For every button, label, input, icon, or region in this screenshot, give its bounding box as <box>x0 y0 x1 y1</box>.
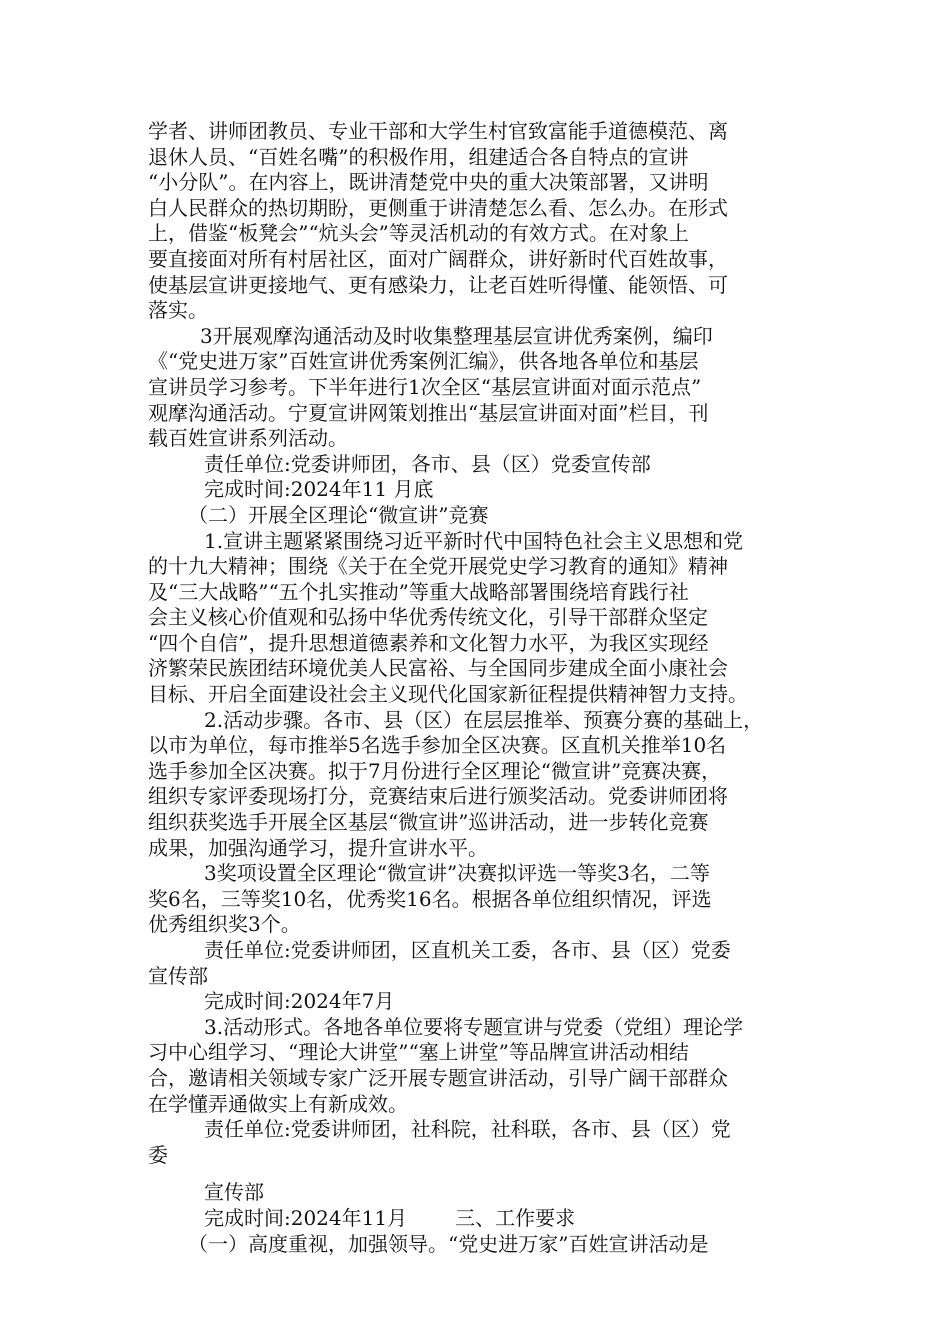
text-line: 合，邀请相关领域专家广泛开展专题宣讲活动，引导广阔干部群众 <box>148 1065 728 1090</box>
text-line: 《“党史进万家”百姓宣讲优秀案例汇编》，供各地各单位和基层 <box>148 349 699 374</box>
text-line: （一）高度重视，加强领导。“党史进万家”百姓宣讲活动是 <box>188 1231 709 1256</box>
text-line: 使基层宣讲更接地气、更有感染力，让老百姓听得懂、能领悟、可 <box>148 272 728 297</box>
completion-time-text: 完成时间:2024年11月 <box>204 1205 408 1230</box>
text-line: 优秀组织奖3个。 <box>148 912 301 937</box>
section-heading-work-requirements: 三、工作要求 <box>455 1205 576 1230</box>
section-heading-micro-lecture <box>148 503 810 529</box>
text-line: 选手参加全区决赛。拟于7月份进行全区理论“微宣讲”竞赛决赛， <box>148 758 722 783</box>
text-line: 责任单位:党委讲师团，社科院，社科联，各市、县（区）党 <box>204 1117 731 1142</box>
text-line: 以市为单位，每市推举5名选手参加全区决赛。区直机关推举10名 <box>148 733 727 758</box>
text-line: 成果，加强沟通学习，提升宣讲水平。 <box>148 835 488 860</box>
completion-time-1 <box>148 477 810 503</box>
text-line: 责任单位:党委讲师团，各市、县（区）党委宣传部 <box>204 451 651 476</box>
text-line: 的十九大精神；围绕《关于在全党开展党史学习教育的通知》精神 <box>148 554 728 579</box>
text-line: 组织获奖选手开展全区基层“微宣讲”巡讲活动，进一步转化竞赛 <box>148 810 709 835</box>
text-line: 委 <box>148 1142 168 1167</box>
text-line: 白人民群众的热切期盼，更侧重于讲清楚怎么看、怎么办。在形式 <box>148 195 728 220</box>
text-line: 2.活动步骤。各市、县（区）在层层推举、预赛分赛的基础上， <box>204 707 764 732</box>
text-line: 组织专家评委现场打分，竞赛结束后进行颁奖活动。党委讲师团将 <box>148 784 728 809</box>
paragraph-leadership <box>148 1232 810 1258</box>
paragraph-activity-form <box>148 1015 810 1117</box>
text-line: 奖6名，三等奖10名，优秀奖16名。根据各单位组织情况，评选 <box>148 886 712 911</box>
text-line <box>148 1206 810 1232</box>
text-line: 观摩沟通活动。宁夏宣讲网策划推出“基层宣讲面对面”栏目，刊 <box>148 400 709 425</box>
paragraph-case-collection <box>148 324 810 452</box>
text-line: 宣讲员学习参考。下半年进行1次全区“基层宣讲面对面示范点” <box>148 374 702 399</box>
completion-time-3 <box>148 1206 810 1232</box>
text-line: （二）开展全区理论“微宣讲”竞赛 <box>188 502 489 527</box>
paragraph-lecture-theme <box>148 529 810 708</box>
paragraph-awards <box>148 861 810 938</box>
paragraph-activity-steps <box>148 708 810 862</box>
text-line: 完成时间:2024年7月 <box>204 989 395 1014</box>
responsible-unit-3-continued <box>148 1180 810 1206</box>
text-line: 宣传部 <box>148 963 208 988</box>
text-line: 落实。 <box>148 298 208 323</box>
text-line: “四个自信”，提升思想道德素养和文化智力水平，为我区实现经 <box>148 630 709 655</box>
text-line: 上，借鉴“板凳会”“炕头会”等灵活机动的有效方式。在对象上 <box>148 221 689 246</box>
text-line: “小分队”。在内容上，既讲清楚党中央的重大决策部署，又讲明 <box>148 170 709 195</box>
text-line: 载百姓宣讲系列活动。 <box>148 426 348 451</box>
document-body <box>148 119 810 1257</box>
text-line: 习中心组学习、“理论大讲堂”“塞上讲堂”等品牌宣讲活动相结 <box>148 1040 689 1065</box>
text-line: 目标、开启全面建设社会主义现代化国家新征程提供精神智力支持。 <box>148 682 748 707</box>
paragraph-speaker-teams <box>148 119 810 324</box>
text-line: 济繁荣民族团结环境优美人民富裕、与全国同步建成全面小康社会 <box>148 656 728 681</box>
responsible-unit-1 <box>148 452 810 478</box>
text-line: 及“三大战略”“五个扎实推动”等重大战略部署围绕培育践行社 <box>148 579 689 604</box>
responsible-unit-3 <box>148 1117 810 1168</box>
text-line: 退休人员、“百姓名嘴”的积极作用，组建适合各自特点的宣讲 <box>148 144 689 169</box>
text-line: 3.活动形式。各地各单位要将专题宣讲与党委（党组）理论学 <box>204 1014 744 1039</box>
text-line: 宣传部 <box>204 1180 264 1205</box>
responsible-unit-2 <box>148 938 810 989</box>
text-line: 3奖项设置全区理论“微宣讲”决赛拟评选一等奖3名，二等 <box>204 861 710 886</box>
text-line: 要直接面对所有村居社区，面对广阔群众，讲好新时代百姓故事， <box>148 246 728 271</box>
text-line: 学者、讲师团教员、专业干部和大学生村官致富能手道德模范、离 <box>148 119 728 143</box>
text-line: 1.宣讲主题紧紧围绕习近平新时代中国特色社会主义思想和党 <box>204 528 744 553</box>
text-line: 完成时间:2024年11 月底 <box>204 477 434 502</box>
text-line: 在学懂弄通做实上有新成效。 <box>148 1091 408 1116</box>
text-line: 责任单位:党委讲师团，区直机关工委，各市、县（区）党委 <box>204 938 731 962</box>
text-line: 3开展观摩沟通活动及时收集整理基层宣讲优秀案例，编印 <box>200 323 713 348</box>
text-line: 会主义核心价值观和弘扬中华优秀传统文化，引导干部群众坚定 <box>148 605 708 630</box>
completion-time-2 <box>148 989 810 1015</box>
